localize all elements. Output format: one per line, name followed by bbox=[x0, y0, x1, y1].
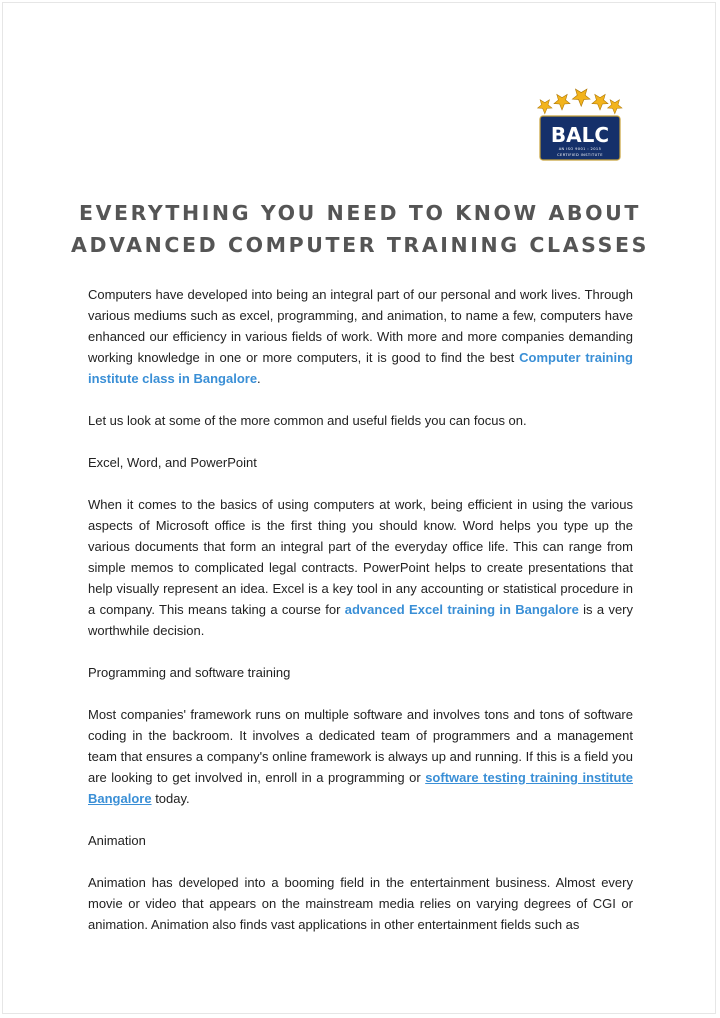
section-heading-office: Excel, Word, and PowerPoint bbox=[88, 455, 257, 470]
logo-certified: CERTIFIED INSTITUTE bbox=[557, 153, 603, 157]
lead-paragraph: Let us look at some of the more common and useful fields you can focus on. bbox=[88, 413, 527, 428]
programming-after: today. bbox=[151, 791, 190, 806]
programming-paragraph bbox=[88, 704, 633, 809]
section-heading-programming: Programming and software training bbox=[88, 665, 291, 680]
intro-paragraph bbox=[88, 284, 633, 389]
logo-iso: AN ISO 9001 : 2015 bbox=[558, 147, 602, 151]
intro-text: Computers have developed into being an integral part of our personal and work lives. Through various mediums such as excel, programming, and animation, to name a few, computers have enhanced our efficiency in various fields of work. With more and more companies demanding working knowledge in one or more computers, it is good to find the best bbox=[88, 287, 633, 365]
logo-name: BALC bbox=[550, 123, 610, 147]
title-line-2: ADVANCED COMPUTER TRAINING CLASSES bbox=[71, 233, 649, 257]
computer-training-link[interactable]: Computer training institute class in Bangalore bbox=[88, 350, 633, 386]
office-text: When it comes to the basics of using computers at work, being efficient in using the various aspects of Microsoft office is the first thing you should know. Word helps you type up the various documents that form an integral part of the everyday office life. This can range from simple memos to complicated legal contracts. PowerPoint helps to create presentations that help visually represent an idea. Excel is a key tool in any accounting or statistical procedure in a company. This means taking a course for bbox=[88, 497, 633, 617]
office-after: is a very worthwhile decision. bbox=[88, 602, 634, 638]
software-testing-link[interactable]: software testing training institute Bangalore bbox=[88, 770, 634, 806]
section-heading-animation: Animation bbox=[88, 833, 146, 848]
star-icon bbox=[572, 89, 590, 106]
programming-text: Most companies' framework runs on multiple software and involves tons and tons of software coding in the backroom. It involves a dedicated team of programmers and a management team that ensures a company's online framework is always up and running. If this is a field you are looking to get involved in, enroll in a programming or bbox=[88, 707, 633, 785]
excel-training-link[interactable]: advanced Excel training in Bangalore bbox=[344, 602, 579, 617]
animation-paragraph: Animation has developed into a booming field in the entertainment business. Almost every movie or video that appears on the mainstream media relies on varying degrees of CGI or animation. Animation also finds vast applications in other entertainment fields such as bbox=[88, 875, 633, 932]
star-icon bbox=[592, 94, 608, 110]
intro-after: . bbox=[257, 371, 261, 386]
star-icon bbox=[608, 100, 622, 114]
star-icon bbox=[554, 94, 570, 110]
article-body bbox=[88, 284, 633, 935]
office-paragraph bbox=[88, 494, 633, 641]
balc-logo bbox=[532, 86, 628, 164]
title-line-1: EVERYTHING YOU NEED TO KNOW ABOUT bbox=[78, 201, 642, 225]
page-title bbox=[60, 197, 660, 261]
star-icon bbox=[538, 100, 552, 114]
